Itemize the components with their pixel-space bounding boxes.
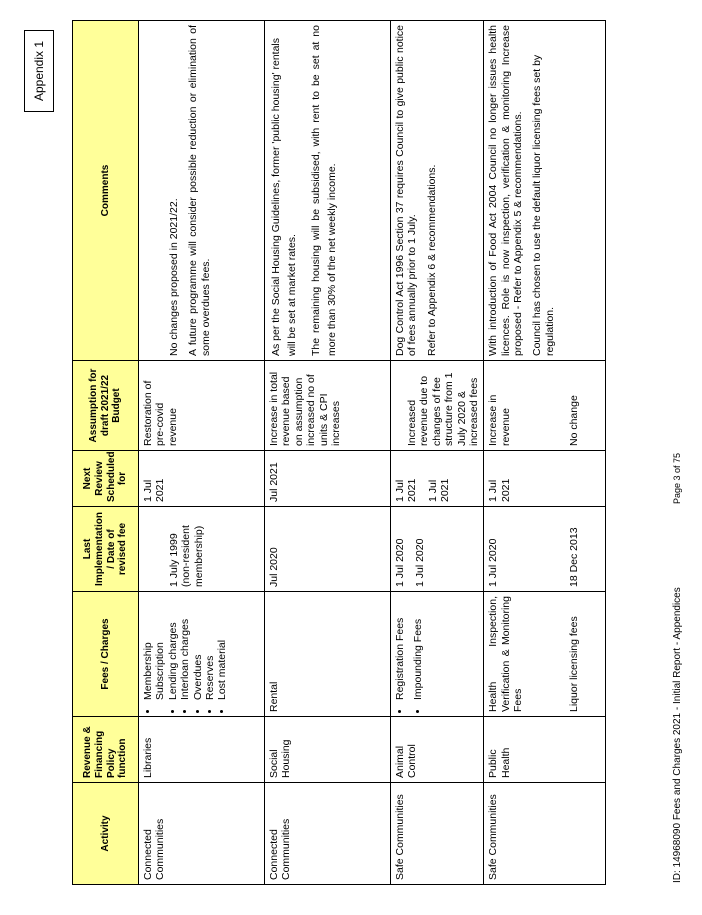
cell-last-impl — [139, 507, 265, 592]
fees-list — [394, 596, 425, 712]
fees-text: Liquor licensing fees — [568, 616, 581, 712]
header-activity: Activity — [73, 783, 139, 885]
table-row — [139, 21, 265, 885]
cell-comments — [265, 21, 391, 361]
document-id: ID: 14968090 Fees and Charges 2021 - Initial Report - Appendices — [672, 587, 683, 883]
comment-text: No changes proposed in 2021/22. — [168, 198, 180, 356]
cell-next-review: 1 Jul 2021 — [484, 451, 606, 507]
cell-fees: Rental — [265, 592, 391, 717]
comment-text: A future programme will consider possible reduction or elimination of some overdues fees. — [187, 25, 212, 356]
table-row — [391, 21, 484, 885]
cell-next-review: Jul 2021 — [265, 451, 391, 507]
fees-list — [142, 596, 229, 712]
page-number: Page 3 of 75 — [672, 452, 682, 504]
cell-activity: Safe Communities — [484, 783, 606, 885]
header-function: Revenue & Financing Policy function — [73, 717, 139, 783]
comment-text: As per the Social Housing Guidelines, former 'public housing' rentals will be set at market rates. — [270, 37, 299, 356]
cell-function: Animal Control — [391, 717, 484, 783]
last-impl-text: 1 July 1999 (non-resident membership) — [168, 525, 205, 587]
header-comments: Comments — [73, 21, 139, 361]
cell-comments — [391, 21, 484, 361]
comment-text: Refer to Appendix 6 & recommendations. — [425, 164, 438, 356]
list-item: • Membership Subscription — [142, 596, 167, 700]
assumption-text: Increase in revenue — [487, 394, 512, 446]
cell-next-review: 1 Jul 2021 — [139, 451, 265, 507]
cell-fees — [484, 592, 606, 717]
next-review-text: 1 Jul 2021 — [426, 478, 452, 502]
table-row — [265, 21, 391, 885]
cell-assumption — [484, 361, 606, 451]
cell-function: Public Health — [484, 717, 606, 783]
assumption-text: Increased revenue due to changes of fee structure from 1 July 2020 & increased fees — [406, 372, 480, 446]
comment-text: With introduction of Food Act 2004 Council no longer issues health licences. Role is now inspection, verification & monitoring Increase proposed - Refer to Appendix 5 & recommendations. — [487, 25, 524, 356]
cell-comments — [139, 21, 265, 361]
table-header-row — [73, 21, 139, 885]
comment-text: Dog Control Act 1996 Section 37 requires Council to give public notice of fees annually prior to 1 July. — [394, 25, 419, 356]
cell-function: Libraries — [139, 717, 265, 783]
cell-assumption — [391, 361, 484, 451]
appendix-label: Appendix 1 — [24, 30, 54, 112]
last-impl-text: 1 Jul 2020 — [487, 538, 500, 587]
fees-text: Health Inspection, Verification & Monitoring Fees — [487, 596, 524, 712]
cell-comments — [484, 21, 606, 361]
cell-fees — [391, 592, 484, 717]
cell-assumption: Restoration of pre-covid revenue — [139, 361, 265, 451]
cell-activity: Connected Communities — [139, 783, 265, 885]
assumption-text: No change — [568, 395, 580, 446]
header-fees: Fees / Charges — [73, 592, 139, 717]
comment-text: The remaining housing will be subsidised, with rent to be set at no more than 30% of the net weekly income. — [309, 25, 338, 356]
header-next-review: Next Review Scheduled for — [73, 451, 139, 507]
list-item: • Lending charges — [167, 596, 179, 700]
table-row — [484, 21, 606, 885]
list-item: • Overdues — [192, 596, 204, 700]
header-last-impl: Last Implementation / Date of revised fee — [73, 507, 139, 592]
comment-text: Council has chosen to use the default liquor licensing fees set by regulation. — [531, 54, 556, 356]
cell-next-review — [391, 451, 484, 507]
list-item: • Interloan charges — [179, 596, 191, 700]
list-item: • Reserves — [204, 596, 216, 700]
cell-activity: Safe Communities — [391, 783, 484, 885]
last-impl-text: 18 Dec 2013 — [567, 527, 580, 587]
cell-last-impl — [391, 507, 484, 592]
last-impl-text: 1 Jul 2020 — [394, 538, 406, 587]
list-item: • Registration Fees — [394, 596, 406, 700]
header-assumption: Assumption for draft 2021/22 Budget — [73, 361, 139, 451]
next-review-text: 1 Jul 2021 — [394, 478, 419, 502]
list-item: • Lost material — [216, 596, 228, 700]
cell-last-impl: Jul 2020 — [265, 507, 391, 592]
list-item: • Impounding Fees — [412, 596, 424, 700]
cell-fees — [139, 592, 265, 717]
cell-last-impl — [484, 507, 606, 592]
cell-activity: Connected Communities — [265, 783, 391, 885]
cell-assumption: Increase in total revenue based on assumption increased no of units & CPI increases — [265, 361, 391, 451]
cell-function: Social Housing — [265, 717, 391, 783]
last-impl-text: 1 Jul 2020 — [414, 538, 427, 587]
fees-table — [72, 20, 606, 885]
